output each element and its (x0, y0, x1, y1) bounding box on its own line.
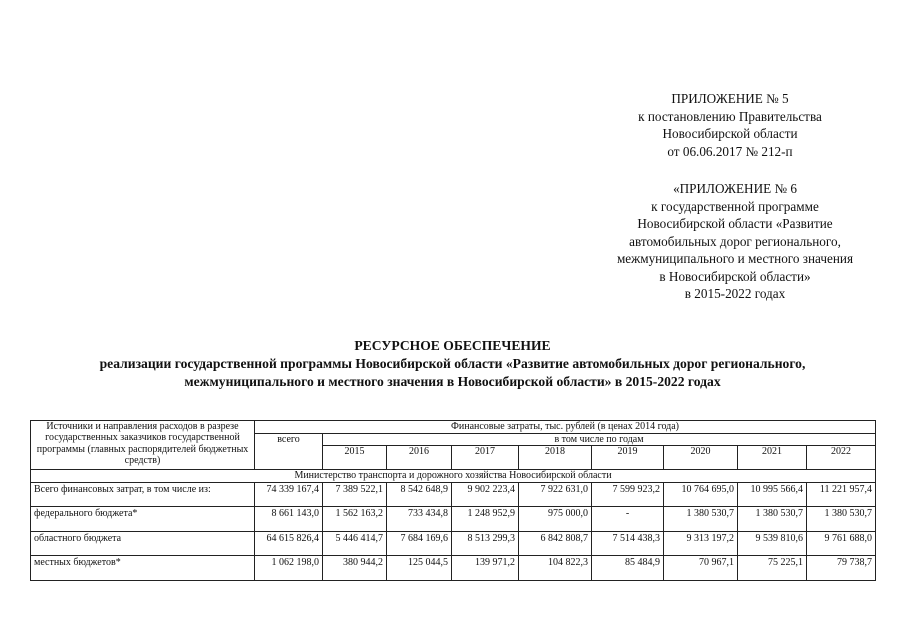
cell-value: 70 967,1 (664, 556, 738, 581)
annex-6-title: «ПРИЛОЖЕНИЕ № 6 (673, 181, 797, 196)
cell-value: 8 513 299,3 (452, 531, 519, 556)
year-header: 2020 (664, 446, 738, 470)
cell-value: 7 684 169,6 (387, 531, 452, 556)
cell-value: 7 514 438,3 (592, 531, 664, 556)
cell-value: 1 380 530,7 (664, 507, 738, 532)
cell-value: 9 761 688,0 (807, 531, 876, 556)
cell-value: 79 738,7 (807, 556, 876, 581)
row-label: местных бюджетов* (31, 556, 255, 581)
year-header: 2018 (519, 446, 592, 470)
year-header: 2016 (387, 446, 452, 470)
cell-value: 975 000,0 (519, 507, 592, 532)
annex-6-line: Новосибирской области «Развитие (637, 216, 833, 231)
ministry-row: Министерство транспорта и дорожного хозяйства Новосибирской области (31, 470, 876, 483)
years-header: в том числе по годам (323, 433, 876, 446)
total-header: всего (255, 433, 323, 470)
table-row (31, 482, 876, 507)
heading-subtitle-line: реализации государственной программы Новосибирской области «Развитие автомобильных дорог регионального, (99, 355, 806, 371)
cell-value: 8 542 648,9 (387, 482, 452, 507)
cell-value: 5 446 414,7 (323, 531, 387, 556)
cell-value: 10 764 695,0 (664, 482, 738, 507)
annex-6-line: к государственной программе (651, 198, 819, 214)
table-row (31, 507, 876, 532)
annex-6-line: межмуниципального и местного значения (616, 251, 854, 266)
annex-5-title: ПРИЛОЖЕНИЕ № 5 (671, 91, 789, 106)
annex-5-date: от 06.06.2017 № 212-п (667, 143, 793, 159)
year-header: 2022 (807, 446, 876, 470)
costs-header: Финансовые затраты, тыс. рублей (в ценах 2014 года) (255, 421, 876, 434)
row-total: 74 339 167,4 (255, 482, 323, 507)
cell-value: 7 599 923,2 (592, 482, 664, 507)
row-total: 8 661 143,0 (255, 507, 323, 532)
cell-value: 125 044,5 (387, 556, 452, 581)
year-header: 2021 (738, 446, 807, 470)
cell-value: 7 389 522,1 (323, 482, 387, 507)
cell-value: - (592, 507, 664, 532)
cell-value: 733 434,8 (387, 507, 452, 532)
document-heading (30, 337, 875, 390)
annex-6-line: в 2015-2022 годах (684, 286, 786, 301)
resource-table (30, 420, 876, 581)
cell-value: 10 995 566,4 (738, 482, 807, 507)
annex-6-line: в Новосибирской области» (659, 268, 811, 284)
table-row (31, 531, 876, 556)
heading-subtitle-line: межмуниципального и местного значения в Новосибирской области» в 2015-2022 годах (184, 373, 721, 389)
source-header: Источники и направления расходов в разрезе государственных заказчиков государственной программы (главных распорядителей бюджетных средств) (31, 421, 255, 470)
row-total: 64 615 826,4 (255, 531, 323, 556)
cell-value: 1 248 952,9 (452, 507, 519, 532)
heading-title: РЕСУРСНОЕ ОБЕСПЕЧЕНИЕ (354, 338, 551, 353)
cell-value: 1 380 530,7 (738, 507, 807, 532)
cell-value: 9 902 223,4 (452, 482, 519, 507)
row-total: 1 062 198,0 (255, 556, 323, 581)
annex-5-line: Новосибирской области (662, 126, 798, 141)
cell-value: 9 539 810,6 (738, 531, 807, 556)
year-header: 2019 (592, 446, 664, 470)
annex-6-block (585, 180, 885, 303)
year-header: 2015 (323, 446, 387, 470)
cell-value: 6 842 808,7 (519, 531, 592, 556)
table-row (31, 556, 876, 581)
cell-value: 104 822,3 (519, 556, 592, 581)
year-header: 2017 (452, 446, 519, 470)
cell-value: 380 944,2 (323, 556, 387, 581)
cell-value: 1 380 530,7 (807, 507, 876, 532)
row-label: Всего финансовых затрат, в том числе из: (31, 482, 255, 507)
annex-5-block (600, 90, 860, 160)
cell-value: 139 971,2 (452, 556, 519, 581)
cell-value: 75 225,1 (738, 556, 807, 581)
row-label: федерального бюджета* (31, 507, 255, 532)
annex-5-line: к постановлению Правительства (638, 108, 822, 124)
cell-value: 1 562 163,2 (323, 507, 387, 532)
annex-6-line: автомобильных дорог регионального, (629, 233, 841, 249)
cell-value: 85 484,9 (592, 556, 664, 581)
cell-value: 7 922 631,0 (519, 482, 592, 507)
row-label: областного бюджета (31, 531, 255, 556)
cell-value: 11 221 957,4 (807, 482, 876, 507)
cell-value: 9 313 197,2 (664, 531, 738, 556)
